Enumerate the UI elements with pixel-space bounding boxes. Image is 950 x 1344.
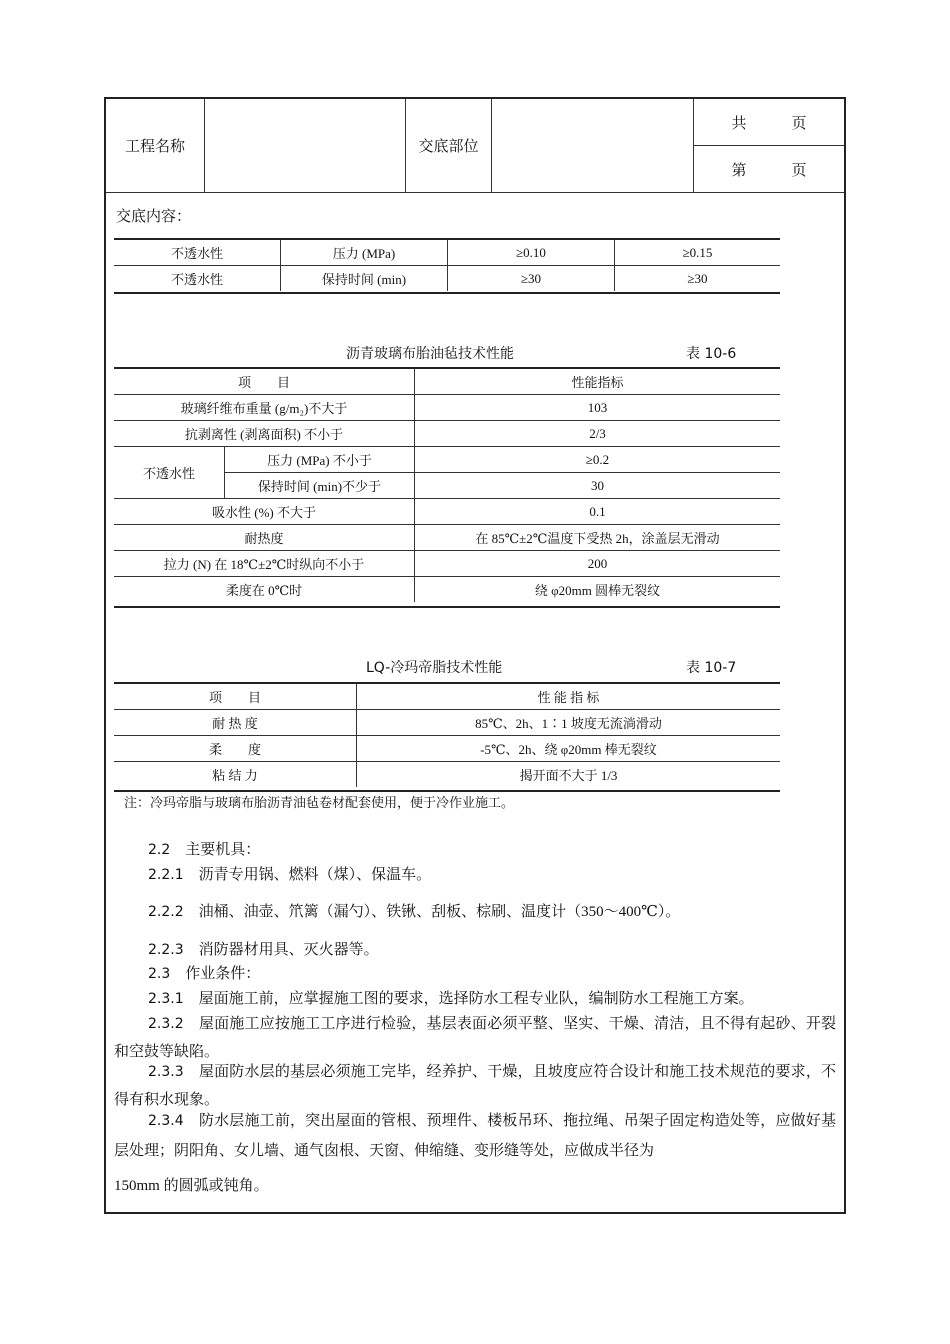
table-header-row <box>114 369 780 395</box>
section-text: 作业条件： <box>170 966 261 982</box>
section-text: 主要机具： <box>170 842 261 858</box>
section-text: 屋面施工应按施工工序进行检验，基层表面必须平整、坚实、干燥、清洁，且不得有起砂、开裂和空鼓等缺陷。 <box>114 1016 836 1060</box>
section-2-3-1 <box>148 985 754 1013</box>
handover-part-field[interactable] <box>492 99 693 192</box>
table-cell: 在 85℃±2℃温度下受热 2h，涂盖层无滑动 <box>415 525 781 551</box>
table-10-7 <box>114 682 780 792</box>
section-2-2-1 <box>148 861 431 889</box>
table-10-7-number: 表 10-7 <box>686 660 737 676</box>
table-header-row <box>114 684 780 710</box>
section-2-2 <box>148 836 260 864</box>
section-number: 2.3.1 <box>148 991 184 1007</box>
table-cell: ≥30 <box>687 270 708 286</box>
page-number: 第 页 <box>731 162 807 179</box>
section-number: 2.2.2 <box>148 904 184 920</box>
section-number: 2.3.3 <box>148 1064 184 1080</box>
table-cell: 柔度在 0℃时 <box>114 577 415 603</box>
table-cell: 200 <box>415 551 781 577</box>
section-number: 2.3 <box>148 966 171 982</box>
table-cell: 不透水性 <box>114 266 281 292</box>
table-cell: 保持时间 (min)不少于 <box>225 473 415 499</box>
table-cell: 0.1 <box>415 499 781 525</box>
table-cell: 2/3 <box>415 421 781 447</box>
section-text: 防水层施工前，突出屋面的管根、预埋件、楼板吊环、拖拉绳、吊架子固定构造处等，应做好基层处理；阴阳角、女儿墙、通气囱根、天窗、伸缩缝、变形缝等处，应做成半径为 <box>114 1113 836 1159</box>
table-10-6-number: 表 10-6 <box>686 346 737 362</box>
table-cell: 保持时间 (min) <box>281 266 448 292</box>
table-cell: 耐 热 度 <box>114 710 357 736</box>
header-bottom-line <box>106 192 844 193</box>
section-number: 2.2 <box>148 842 171 858</box>
table-cell: ≥0.10 <box>448 240 615 266</box>
table-row <box>114 395 780 421</box>
table-cell: 揭开面不大于 1/3 <box>519 768 618 783</box>
table-top <box>114 238 780 294</box>
project-name-field[interactable] <box>205 99 405 192</box>
table-cell: ≥30 <box>448 266 615 292</box>
table-cell: 85℃、2h、1∶1 坡度无流淌滑动 <box>357 710 781 736</box>
table-cell: 柔 度 <box>114 736 357 762</box>
section-text: 沥青专用锅、燃料（煤）、保温车。 <box>183 867 432 883</box>
table-row <box>114 266 780 292</box>
table-10-7-title: LQ-冷玛帝脂技术性能 <box>366 660 503 676</box>
project-name-label: 工程名称 <box>124 139 185 155</box>
table-cell: 玻璃纤维布重量 (g/m₂)不大于 <box>114 395 415 421</box>
table-cell: ≥0.15 <box>615 240 781 266</box>
table-cell: 抗剥离性 (剥离面积) 不小于 <box>114 421 415 447</box>
table-row <box>114 736 780 762</box>
content-label: 交底内容： <box>116 209 192 225</box>
section-text: 屋面防水层的基层必须施工完毕，经养护、干燥，且坡度应符合设计和施工技术规范的要求，不得有积水现象。 <box>114 1064 836 1108</box>
table-header-cell: 性能指标 <box>415 369 781 395</box>
table-header-cell: 项 目 <box>114 369 415 395</box>
table-cell: 粘 结 力 <box>114 762 357 788</box>
table-row <box>114 421 780 447</box>
table-cell: -5℃、2h、绕 φ20mm 棒无裂纹 <box>357 736 781 762</box>
table-cell: 压力 (MPa) 不小于 <box>225 447 415 473</box>
table-10-6-title: 沥青玻璃布胎油毡技术性能 <box>346 346 514 362</box>
section-number: 2.3.2 <box>148 1016 184 1032</box>
section-2-3 <box>148 960 260 988</box>
table-row <box>114 525 780 551</box>
total-pages: 共 页 <box>731 115 807 132</box>
table-cell: 103 <box>415 395 781 421</box>
section-number: 2.3.4 <box>148 1113 184 1129</box>
table-cell: ≥0.2 <box>415 447 781 473</box>
section-2-2-2 <box>148 898 680 926</box>
section-2-3-4 <box>114 1106 836 1166</box>
table-row <box>114 499 780 525</box>
table-cell: 绕 φ20mm 圆棒无裂纹 <box>534 583 661 598</box>
table-row <box>114 762 780 788</box>
table-cell: 耐热度 <box>114 525 415 551</box>
table-cell: 不透水性 <box>114 240 281 266</box>
table-header-cell: 项 目 <box>114 684 357 710</box>
section-2-3-4-tail: 150mm 的圆弧或钝角。 <box>114 1178 269 1194</box>
table-cell: 拉力 (N) 在 18℃±2℃时纵向不小于 <box>114 551 415 577</box>
section-number: 2.2.3 <box>148 942 184 958</box>
table-header-cell: 性 能 指 标 <box>357 684 781 710</box>
section-number: 2.2.1 <box>148 867 184 883</box>
section-text: 油桶、油壶、笊篱（漏勺）、铁锹、刮板、棕刷、温度计（350～400℃）。 <box>183 904 681 920</box>
table-10-7-note: 注：冷玛帝脂与玻璃布胎沥青油毡卷材配套使用，便于冷作业施工。 <box>124 795 515 810</box>
table-10-6 <box>114 367 780 608</box>
table-row <box>114 577 780 603</box>
table-row <box>114 551 780 577</box>
section-text: 消防器材用具、灭火器等。 <box>183 942 379 958</box>
handover-part-label: 交底部位 <box>418 139 479 155</box>
table-row <box>114 447 780 473</box>
table-row <box>114 240 780 266</box>
table-cell: 吸水性 (%) 不大于 <box>114 499 415 525</box>
table-cell: 不透水性 <box>114 447 225 499</box>
table-cell: 30 <box>415 473 781 499</box>
table-row <box>114 710 780 736</box>
table-cell: 压力 (MPa) <box>281 240 448 266</box>
section-text: 屋面施工前，应掌握施工图的要求，选择防水工程专业队，编制防水工程施工方案。 <box>183 991 754 1007</box>
